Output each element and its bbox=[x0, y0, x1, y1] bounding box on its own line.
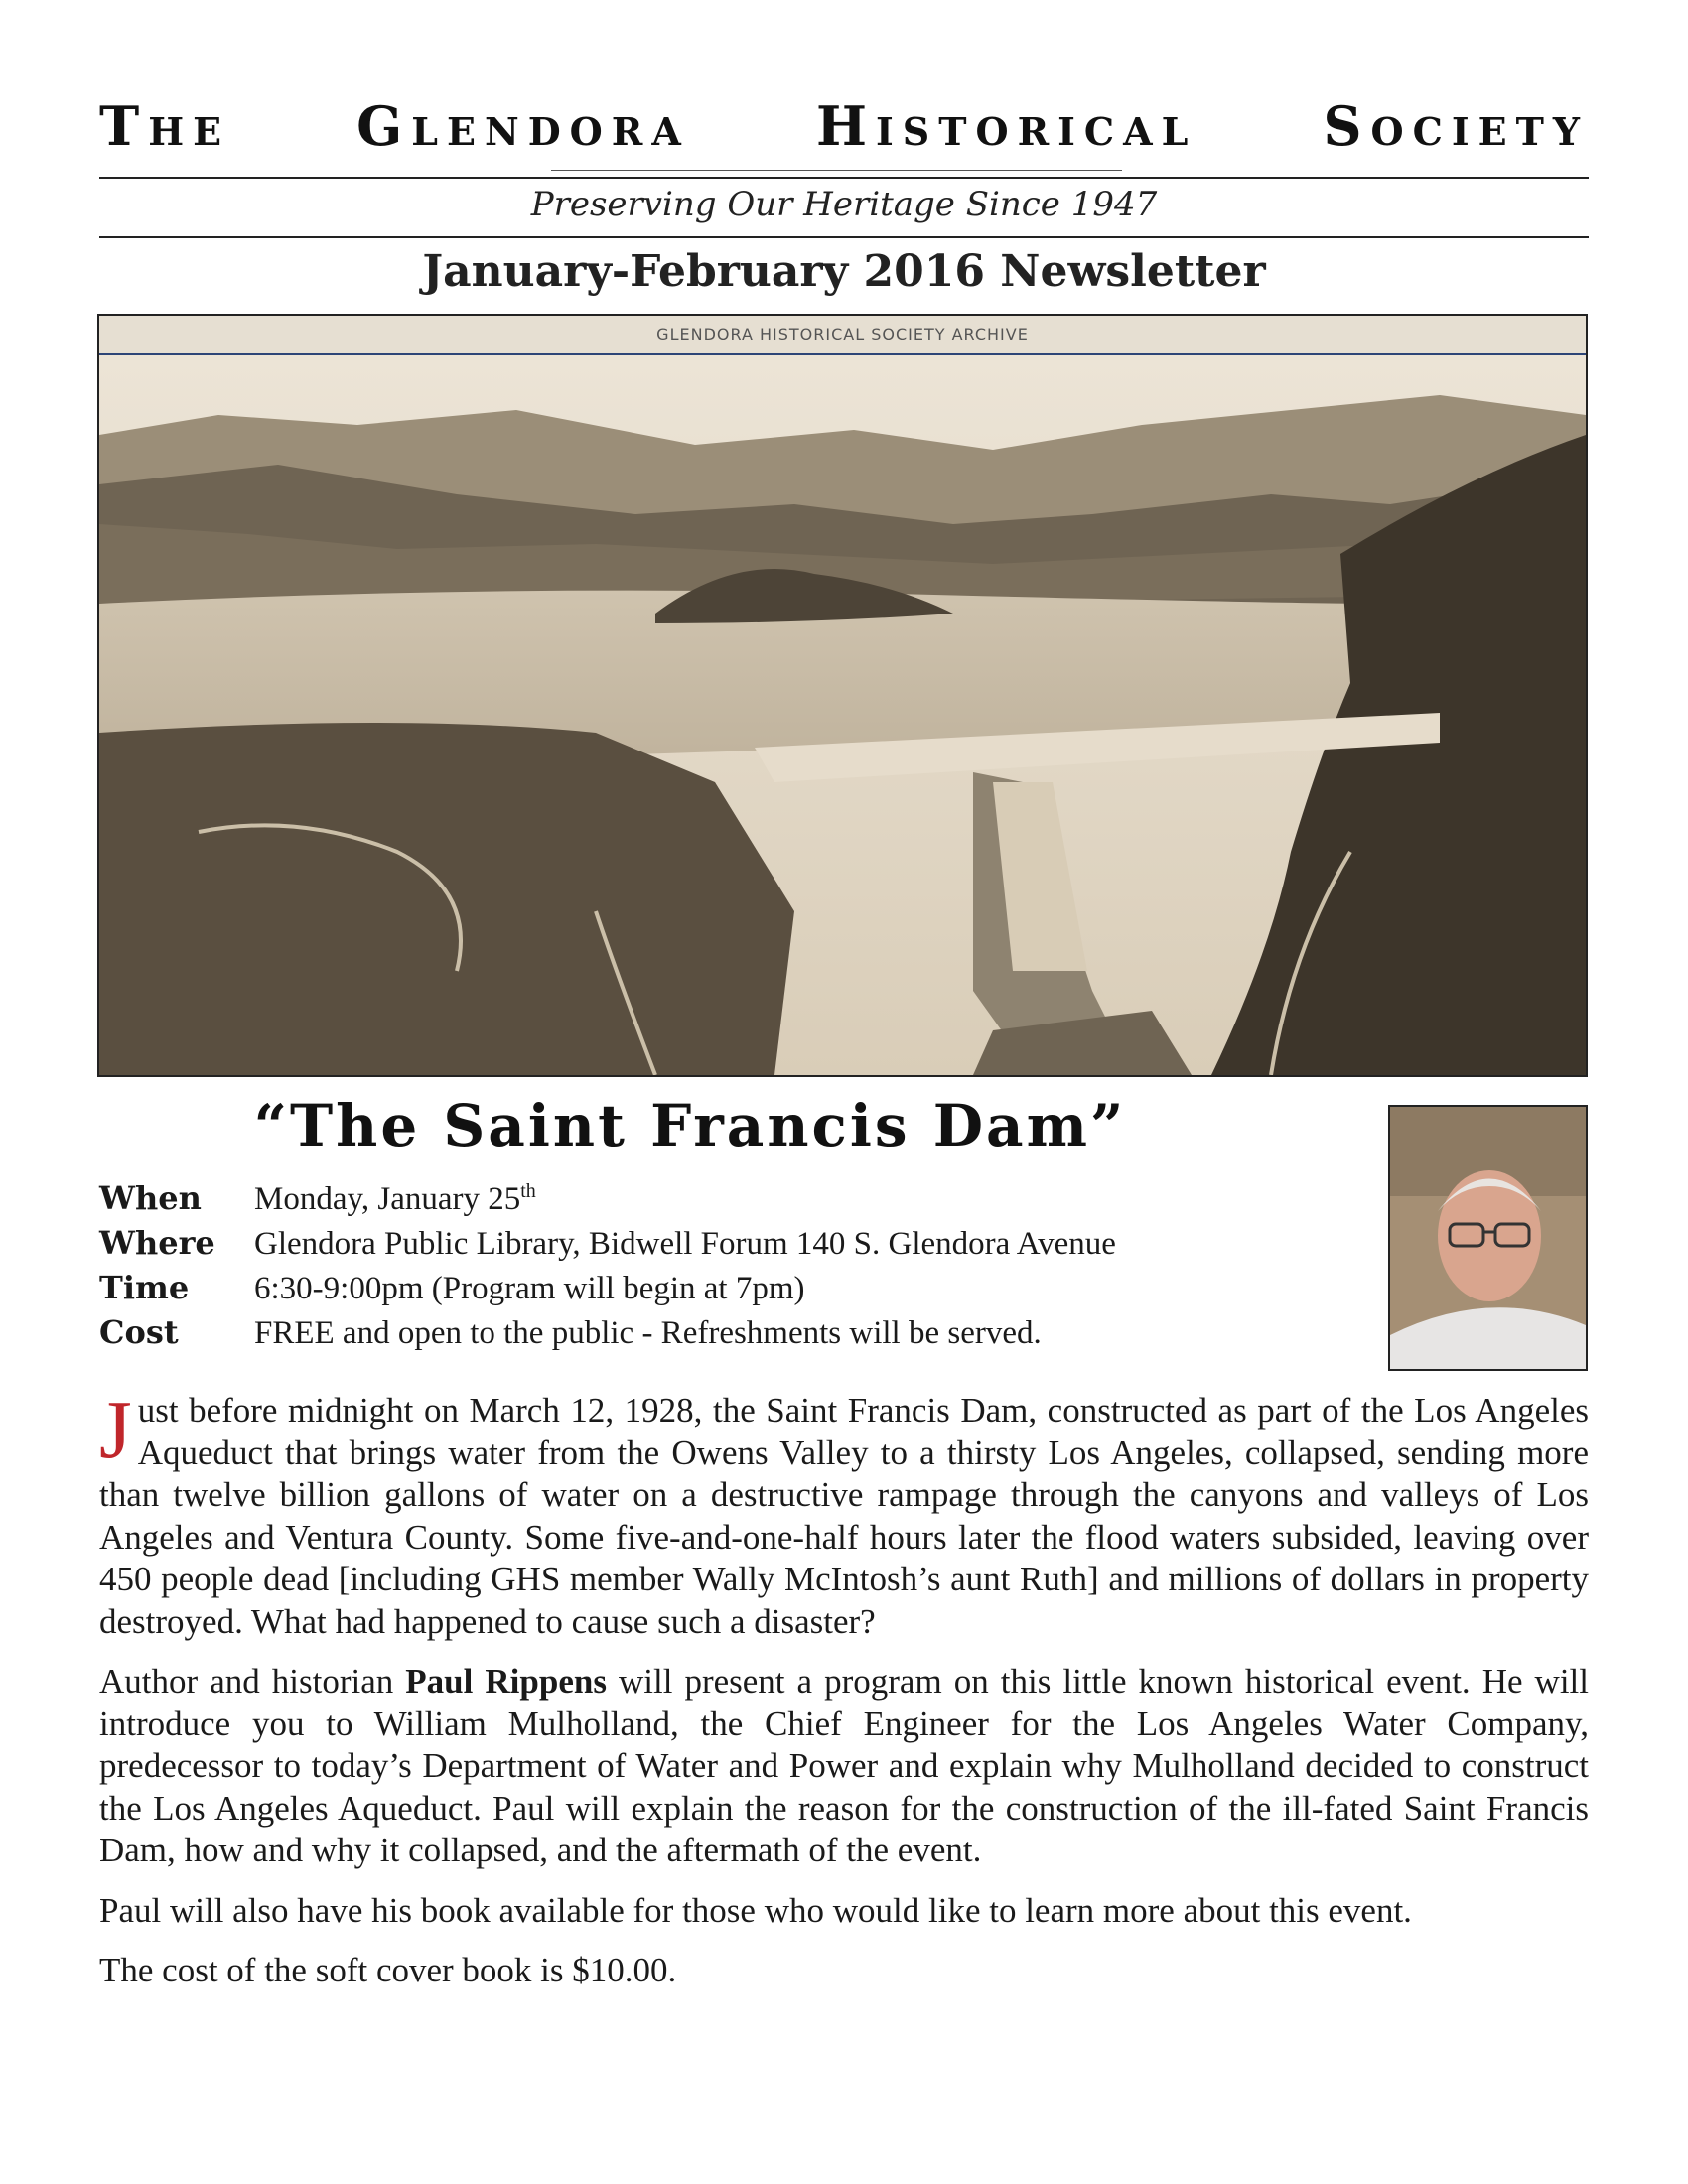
detail-when: When Monday, January 25th bbox=[99, 1179, 536, 1217]
tagline-rule bbox=[99, 236, 1589, 238]
dam-photo bbox=[97, 314, 1588, 1077]
masthead-rule-accent bbox=[551, 170, 1122, 171]
photo-caption: GLENDORA HISTORICAL SOCIETY ARCHIVE bbox=[99, 316, 1586, 355]
masthead-word-the: THE bbox=[99, 94, 231, 158]
issue-title: January-February 2016 Newsletter bbox=[422, 246, 1266, 297]
detail-cost: Cost FREE and open to the public - Refreshments will be served. bbox=[99, 1313, 1042, 1351]
article-paragraph-4: The cost of the soft cover book is $10.00. bbox=[99, 1951, 677, 1989]
masthead-word-historical: HISTORICAL bbox=[815, 94, 1197, 158]
dam-landscape-image bbox=[99, 355, 1586, 1075]
article-paragraph-1: Just before midnight on March 12, 1928, the Saint Francis Dam, constructed as part of the Los Angeles Aqueduct that brings water from the Owens Valley to a thirsty Los Angeles, collapsed, sending more than twelve billion gallons of water on a destructive rampage through the canyons and valleys of Los Angeles and Ventura County. Some five-and-one-half hours later the flood waters subsided, leaving over 450 people dead [including GHS member Wally McIntosh’s aunt Ruth] and millions of dollars in property destroyed. What had happened to cause such a disaster? bbox=[99, 1384, 1589, 1641]
drop-cap: J bbox=[99, 1384, 132, 1476]
event-details bbox=[99, 1179, 1291, 1358]
speaker-photo bbox=[1390, 1107, 1586, 1369]
tagline: Preserving Our Heritage Since 1947 bbox=[530, 185, 1158, 224]
detail-time: Time 6:30-9:00pm (Program will begin at 7pm) bbox=[99, 1269, 805, 1306]
speaker-portrait bbox=[1388, 1105, 1588, 1371]
article-body bbox=[99, 1384, 1589, 2010]
speaker-name: Paul Rippens bbox=[405, 1662, 607, 1701]
detail-where: Where Glendora Public Library, Bidwell Forum 140 S. Glendora Avenue bbox=[99, 1224, 1116, 1262]
masthead-word-society: SOCIETY bbox=[1323, 94, 1589, 158]
article-paragraph-2: Author and historian Paul Rippens will present a program on this little known historical event. He will introduce you to William Mulholland, the Chief Engineer for the Los Angeles Water Company, predecessor to today’s Department of Water and Power and explain why Mulholland decided to construct the Los Angeles Aqueduct. Paul will explain the reason for the construction of the ill-fated Saint Francis Dam, how and why it collapsed, and the aftermath of the event. bbox=[99, 1662, 1589, 1869]
article-paragraph-3: Paul will also have his book available for those who would like to learn more about this event. bbox=[99, 1890, 1412, 1930]
event-title: “The Saint Francis Dam” bbox=[253, 1092, 1127, 1160]
masthead-word-glendora: GLENDORA bbox=[356, 94, 690, 158]
masthead bbox=[99, 94, 1589, 158]
masthead-rule-top bbox=[99, 177, 1589, 179]
